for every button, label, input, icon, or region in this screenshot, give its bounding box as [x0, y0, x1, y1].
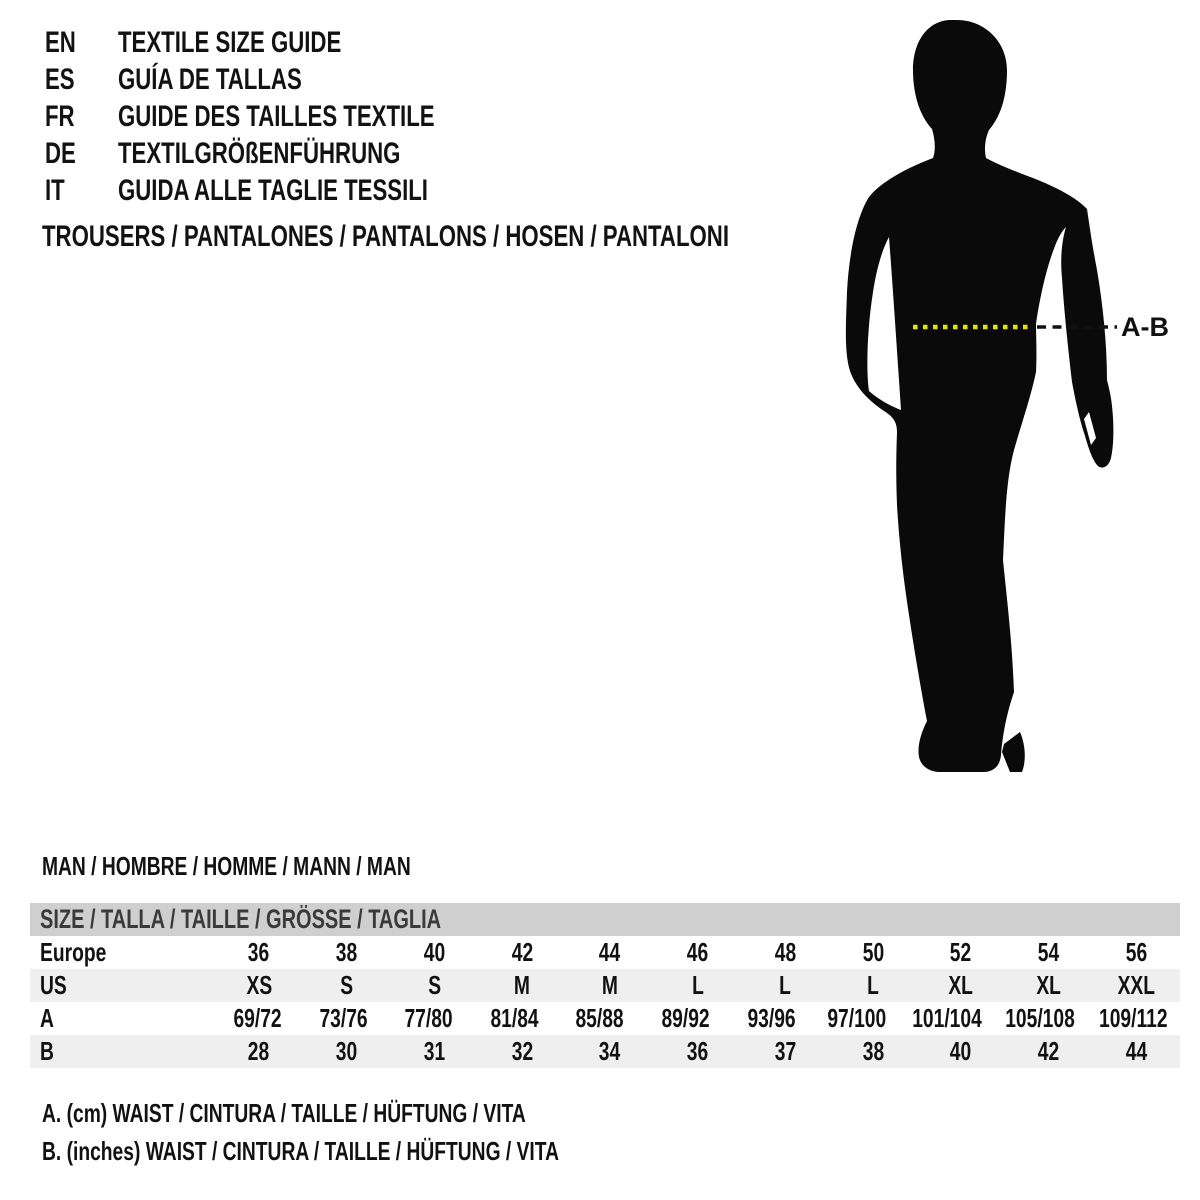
size-cell: S	[427, 970, 441, 1000]
note-a: A. (cm) WAIST / CINTURA / TAILLE / HÜFTUNG / VITA	[42, 1098, 526, 1128]
size-cell: 37	[774, 1036, 796, 1066]
size-cell: XL	[948, 970, 974, 1000]
size-cell: 105/108	[1005, 1003, 1076, 1033]
size-cell: 32	[511, 1036, 533, 1066]
measurement-label: A-B	[1121, 312, 1169, 342]
language-title: TEXTILE SIZE GUIDE	[118, 25, 342, 59]
man-silhouette-figure	[840, 10, 1170, 780]
language-code: EN	[45, 25, 76, 59]
size-cell: L	[779, 970, 792, 1000]
size-cell: 28	[248, 1036, 270, 1066]
note-b: B. (inches) WAIST / CINTURA / TAILLE / HÜFTUNG / VITA	[42, 1136, 559, 1166]
language-title: GUÍA DE TALLAS	[118, 62, 302, 96]
size-cell: 81/84	[490, 1003, 539, 1033]
size-cell: 42	[511, 937, 533, 967]
section-title: MAN / HOMBRE / HOMME / MANN / MAN	[42, 850, 411, 881]
size-cell: 89/92	[661, 1003, 710, 1033]
man-silhouette-svg	[840, 10, 1170, 780]
language-guide-list	[45, 24, 546, 209]
language-title: TEXTILGRÖßENFÜHRUNG	[118, 136, 401, 170]
size-cell: 48	[774, 937, 796, 967]
size-cell: 109/112	[1099, 1003, 1168, 1033]
size-cell: 69/72	[233, 1003, 282, 1033]
size-cell: 50	[862, 937, 884, 967]
size-cell: M	[601, 970, 618, 1000]
row-label: A	[40, 1003, 54, 1033]
language-row	[45, 98, 546, 135]
size-table-header: SIZE / TALLA / TAILLE / GRÖSSE / TAGLIA	[30, 903, 1180, 936]
size-cell: 46	[686, 937, 709, 967]
size-cell: 38	[862, 1036, 884, 1066]
man-silhouette-rear-foot	[1002, 732, 1025, 772]
size-cell: 31	[423, 1036, 446, 1066]
language-code: FR	[45, 99, 75, 133]
size-cell: 44	[599, 937, 621, 967]
size-cell: 42	[1037, 1036, 1060, 1066]
size-cell: 40	[950, 1036, 972, 1066]
size-cell: 73/76	[319, 1003, 368, 1033]
size-cell: 97/100	[827, 1003, 887, 1033]
size-cell: 44	[1125, 1036, 1147, 1066]
size-cell: L	[691, 970, 704, 1000]
size-cell: XS	[246, 970, 272, 1000]
size-cell: 101/104	[911, 1003, 982, 1033]
language-title: GUIDE DES TAILLES TEXTILE	[118, 99, 435, 133]
size-cell: 93/96	[747, 1003, 796, 1033]
size-cell: 85/88	[575, 1003, 625, 1033]
row-label: US	[40, 970, 67, 1000]
size-cell: 40	[423, 937, 446, 967]
table-row-europe	[30, 936, 1180, 969]
row-label: B	[40, 1036, 54, 1066]
language-row	[45, 172, 546, 209]
size-cell: 34	[599, 1036, 621, 1066]
size-cell: XL	[1036, 970, 1061, 1000]
size-cell: L	[867, 970, 879, 1000]
table-row-b-inches	[30, 1035, 1180, 1068]
size-cell: 56	[1125, 937, 1147, 967]
table-row-a-cm	[30, 1002, 1180, 1035]
size-cell: 52	[950, 937, 972, 967]
size-cell: 38	[335, 937, 358, 967]
size-cell: M	[514, 970, 531, 1000]
row-label: Europe	[40, 937, 107, 967]
language-code: ES	[45, 62, 75, 96]
table-row-us	[30, 969, 1180, 1002]
category-title: TROUSERS / PANTALONES / PANTALONS / HOSEN / PANTALONI	[42, 220, 729, 253]
size-cell: 77/80	[404, 1003, 453, 1033]
size-cell: XXL	[1117, 970, 1155, 1000]
size-table	[30, 903, 1180, 1068]
language-row	[45, 24, 546, 61]
size-cell: 30	[335, 1036, 358, 1066]
size-cell: 36	[248, 937, 270, 967]
measurement-notes	[42, 1094, 741, 1170]
language-row	[45, 135, 546, 172]
language-title: GUIDA ALLE TAGLIE TESSILI	[118, 173, 428, 207]
size-cell: 54	[1037, 937, 1060, 967]
size-cell: 36	[686, 1036, 709, 1066]
language-code: DE	[45, 136, 76, 170]
language-row	[45, 61, 546, 98]
language-code: IT	[45, 173, 65, 207]
size-cell: S	[340, 970, 354, 1000]
